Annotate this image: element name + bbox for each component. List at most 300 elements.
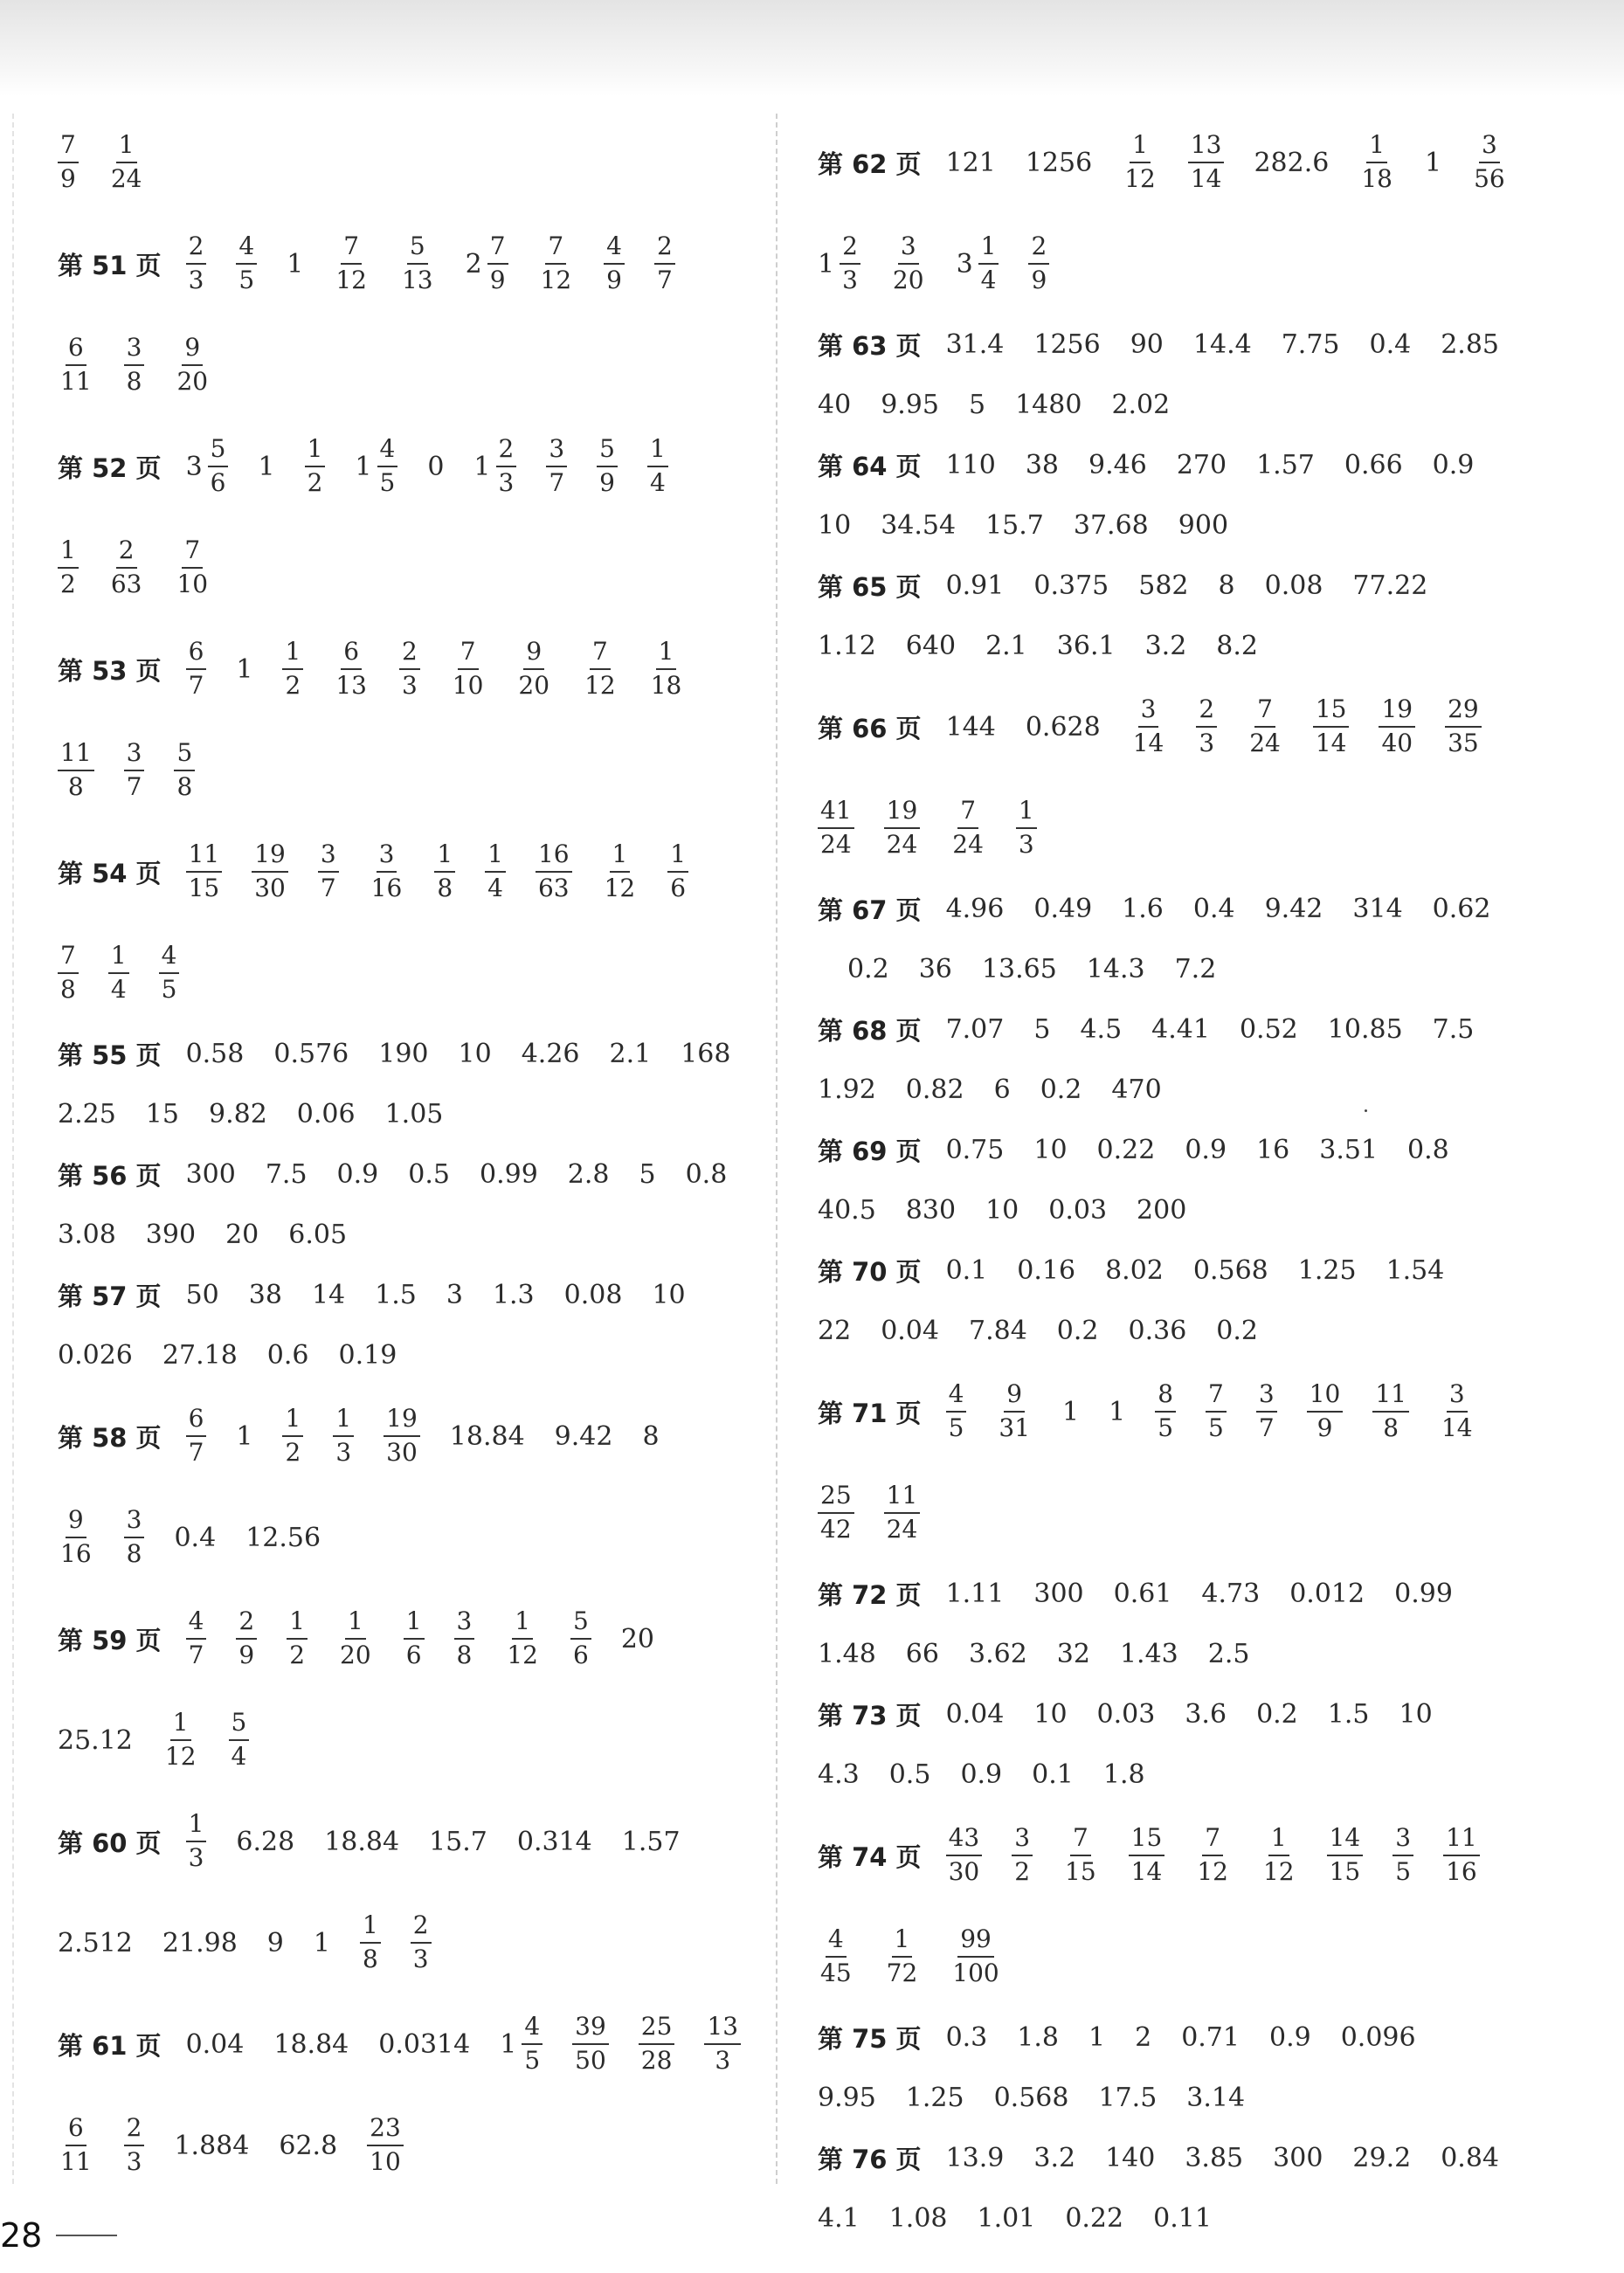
answer-line (818, 2068, 1534, 2128)
answer-item: 0.49 (1033, 894, 1093, 924)
answer-item: 1.57 (1256, 450, 1315, 480)
page-label: 第 58 页 (58, 1422, 162, 1453)
answer-items (818, 1074, 1192, 1105)
numerator: 1 (1366, 132, 1387, 163)
answer-item: 0.04 (945, 1699, 1005, 1730)
answer-line (818, 556, 1534, 616)
answer-line (58, 821, 757, 922)
answer-item: 314 (1352, 894, 1403, 924)
numerator: 5 (229, 1710, 250, 1741)
fraction (282, 639, 303, 700)
answer-items (186, 1811, 710, 1872)
answer-item: 12.56 (245, 1522, 321, 1553)
numerator: 13 (704, 2014, 741, 2045)
fraction (1358, 132, 1395, 193)
answer-item: 2 (1135, 2022, 1152, 2053)
answer-item (411, 1912, 432, 1973)
fraction (1445, 696, 1482, 757)
answer-item (186, 1406, 207, 1467)
page-label: 第 70 页 (818, 1257, 922, 1287)
answer-item: 7.5 (265, 1159, 308, 1190)
answer-item: 14.4 (1192, 329, 1252, 360)
answer-item: 2.512 (58, 1927, 133, 1959)
answer-item (58, 1507, 94, 1568)
numerator: 2 (116, 537, 137, 569)
answer-item: 640 (905, 631, 957, 661)
fraction (162, 1710, 199, 1771)
answer-item (950, 1926, 1001, 1987)
fraction (946, 1381, 967, 1442)
numerator: 1 (287, 1608, 308, 1640)
denominator: 20 (892, 266, 924, 294)
answer-items (818, 2083, 1275, 2113)
answer-item: 2.1 (609, 1039, 652, 1069)
numerator: 7 (182, 537, 203, 569)
answer-item (58, 740, 94, 801)
answer-items (818, 1639, 1279, 1669)
answer-item: 15.7 (429, 1826, 487, 1857)
answer-item (399, 233, 436, 294)
fraction (377, 436, 398, 497)
denominator: 15 (1329, 1857, 1361, 1886)
numerator: 9 (1004, 1381, 1025, 1413)
answer-line (58, 1487, 757, 1588)
page-label: 第 75 页 (818, 2024, 922, 2054)
answer-item (58, 537, 79, 598)
fraction (1122, 132, 1158, 193)
numerator: 3 (1256, 1381, 1277, 1413)
denominator: 7 (126, 772, 142, 801)
denominator: 12 (164, 1742, 197, 1771)
answer-item: 1 (1425, 147, 1442, 178)
fraction (538, 233, 575, 294)
denominator: 28 (640, 2046, 673, 2075)
answer-item: 18.84 (273, 2028, 349, 2060)
answer-items (58, 335, 240, 396)
answer-item (186, 1608, 207, 1669)
answer-item (485, 841, 506, 902)
answer-item (597, 436, 618, 497)
fraction (305, 436, 326, 497)
fraction (369, 841, 405, 902)
numerator: 1 (404, 1608, 425, 1640)
numerator: 3 (377, 841, 397, 873)
answer-item: 8 (1218, 570, 1235, 601)
answer-line (818, 939, 1534, 999)
numerator: 2 (399, 639, 420, 670)
answer-item: 0.2 (847, 954, 889, 985)
numerator: 1 (333, 1406, 354, 1437)
mixed-number (466, 233, 508, 294)
fraction (108, 132, 145, 193)
denominator: 2 (285, 671, 301, 700)
numerator: 4 (604, 233, 625, 265)
numerator: 5 (597, 436, 618, 467)
answer-item: 9.82 (208, 1099, 267, 1130)
answer-item: 50 (185, 1280, 219, 1310)
answer-items (946, 329, 1529, 360)
fraction (333, 639, 370, 700)
answer-item: 1.5 (1327, 1699, 1370, 1730)
answer-item (434, 841, 455, 902)
answer-item (1443, 1825, 1480, 1886)
fraction (884, 798, 921, 859)
denominator: 35 (1448, 729, 1479, 757)
numerator: 99 (957, 1926, 994, 1958)
denominator: 16 (60, 1539, 92, 1568)
answer-item (1327, 1825, 1364, 1886)
fraction (186, 233, 207, 294)
fraction (546, 436, 567, 497)
answer-items (186, 436, 698, 497)
page-label: 第 66 页 (818, 713, 922, 743)
answer-item: 1.05 (384, 1099, 444, 1130)
page-label: 第 57 页 (58, 1282, 162, 1311)
denominator: 14 (1130, 1857, 1163, 1886)
answer-item: 0.2 (1040, 1074, 1082, 1105)
fraction (186, 1406, 207, 1467)
denominator: 11 (60, 2147, 92, 2176)
answer-item: 9 (266, 1927, 284, 1959)
numerator: 15 (1313, 696, 1350, 728)
answer-item (1012, 1825, 1033, 1886)
denominator: 20 (518, 671, 550, 700)
numerator: 1 (978, 233, 999, 265)
fraction (1372, 1381, 1409, 1442)
answer-item: 3.08 (58, 1219, 116, 1250)
fraction (582, 639, 619, 700)
page-label: 第 52 页 (58, 453, 162, 483)
answer-line (58, 1325, 757, 1385)
answer-item: 7.07 (945, 1014, 1005, 1045)
page-label: 第 53 页 (58, 655, 162, 686)
answer-item: 10 (1033, 1699, 1068, 1730)
denominator: 12 (507, 1641, 538, 1669)
answer-item: 3 (446, 1280, 463, 1310)
numerator: 7 (458, 639, 479, 670)
fraction (572, 2014, 609, 2075)
answer-items (58, 132, 174, 193)
answer-line (58, 1084, 757, 1144)
answer-item (515, 639, 552, 700)
denominator: 20 (340, 1641, 371, 1669)
answer-item: 200 (1137, 1195, 1187, 1226)
answer-item (236, 1608, 257, 1669)
numerator: 1 (282, 639, 303, 670)
answer-item: 8 (642, 1420, 660, 1452)
numerator: 10 (1307, 1381, 1344, 1413)
answer-item: 2.85 (1441, 329, 1500, 360)
numerator: 2 (1196, 696, 1217, 728)
numerator: 4 (377, 436, 398, 467)
answer-item (58, 943, 79, 1004)
denominator: 16 (370, 874, 403, 902)
numerator: 4 (946, 1381, 967, 1413)
denominator: 8 (437, 874, 453, 902)
answer-line (58, 1205, 757, 1265)
answer-line (818, 1624, 1534, 1684)
answer-item (648, 639, 685, 700)
denominator: 3 (401, 671, 418, 700)
answer-item (1445, 696, 1482, 757)
answer-item: 2.8 (567, 1159, 610, 1190)
answer-item: 1 (236, 1420, 253, 1452)
answer-line (818, 375, 1534, 435)
answer-item: 0.4 (1369, 329, 1412, 360)
answer-item (186, 436, 229, 497)
answer-item (538, 233, 575, 294)
answer-item: 8.02 (1105, 1255, 1164, 1286)
denominator: 5 (238, 266, 255, 294)
answer-items (58, 1340, 426, 1371)
answer-item: 1.3 (492, 1280, 535, 1310)
answer-item: 0.628 (1025, 711, 1101, 743)
answer-item: 0.61 (1113, 1579, 1172, 1609)
denominator: 63 (537, 874, 570, 902)
answer-items (186, 1280, 715, 1310)
answer-item: 31.4 (945, 329, 1005, 360)
answer-item: 0.2 (1056, 1316, 1099, 1346)
denominator: 10 (176, 570, 209, 598)
answer-item: 3.6 (1185, 1699, 1227, 1730)
numerator: 9 (66, 1507, 86, 1538)
answer-item: 2.1 (985, 631, 1027, 661)
answer-item: 0.096 (1340, 2022, 1416, 2053)
answer-item (572, 2014, 609, 2075)
answer-line (58, 1265, 757, 1325)
answer-item (1358, 132, 1395, 193)
denominator: 3 (842, 266, 858, 294)
denominator: 8 (362, 1945, 378, 1973)
numerator: 7 (487, 233, 508, 265)
numerator: 1 (305, 436, 326, 467)
answer-item (162, 1710, 199, 1771)
fraction (890, 233, 927, 294)
answer-item (333, 233, 370, 294)
numerator: 6 (186, 639, 207, 670)
answer-item (818, 233, 860, 294)
page-label: 第 54 页 (58, 858, 162, 888)
answer-line (818, 1462, 1534, 1564)
answer-line (58, 1892, 757, 1993)
fraction (1130, 696, 1167, 757)
answer-items (946, 1579, 1482, 1609)
answer-item: 0.5 (888, 1759, 931, 1790)
answer-item (950, 798, 986, 859)
answer-item: 300 (185, 1159, 236, 1190)
answer-item: 0.375 (1033, 570, 1109, 601)
answer-items (58, 1710, 279, 1771)
fraction (360, 1912, 381, 1973)
answer-item (504, 1608, 541, 1669)
numerator: 6 (341, 639, 362, 670)
numerator: 1 (1268, 1825, 1289, 1856)
numerator: 2 (654, 233, 675, 265)
answer-line (818, 777, 1534, 879)
answer-item (1307, 1381, 1344, 1442)
answer-item: 0.22 (1065, 2203, 1124, 2234)
denominator: 9 (238, 1641, 255, 1669)
answer-line (818, 1060, 1534, 1120)
answer-item: 0.16 (1017, 1255, 1076, 1286)
denominator: 5 (1395, 1857, 1412, 1886)
numerator: 11 (884, 1482, 921, 1514)
denominator: 8 (176, 772, 193, 801)
answer-item: 300 (1273, 2143, 1323, 2173)
numerator: 3 (546, 436, 567, 467)
numerator: 9 (523, 639, 544, 670)
answer-item: 140 (1105, 2143, 1156, 2173)
fraction (1206, 1381, 1227, 1442)
answer-item: 0.4 (174, 1522, 217, 1553)
fraction (1307, 1381, 1344, 1442)
answer-line (58, 416, 757, 517)
answer-item: 10 (985, 1195, 1019, 1226)
denominator: 42 (820, 1515, 852, 1544)
denominator: 7 (1258, 1413, 1275, 1442)
denominator: 12 (584, 671, 616, 700)
fraction (236, 1608, 257, 1669)
answer-item: 1 (1062, 1396, 1080, 1427)
answer-items (946, 1381, 1505, 1442)
answer-line (818, 879, 1534, 939)
denominator: 12 (540, 266, 572, 294)
answer-item: 0.82 (905, 1074, 964, 1105)
answer-items (818, 390, 1199, 420)
answer-items (818, 1316, 1288, 1346)
answer-item: 3.2 (1033, 2143, 1076, 2173)
numerator: 3 (1138, 696, 1159, 728)
answer-item: 0.2 (1216, 1316, 1259, 1346)
answer-items (946, 894, 1521, 924)
answer-line (818, 2007, 1534, 2068)
denominator: 8 (60, 975, 76, 1004)
fraction (1247, 696, 1283, 757)
answer-item: 0.8 (1407, 1135, 1449, 1165)
whole-part: 1 (473, 451, 491, 482)
fraction (487, 233, 508, 294)
answer-item: 0.99 (479, 1159, 538, 1190)
numerator: 1 (512, 1608, 533, 1640)
answer-items (58, 1099, 473, 1130)
answer-item: 0.576 (273, 1039, 349, 1069)
answer-item (305, 436, 326, 497)
answer-item (186, 233, 207, 294)
denominator: 12 (1124, 164, 1156, 193)
numerator: 1 (1016, 798, 1037, 829)
answer-item: 7.84 (968, 1316, 1027, 1346)
answer-item: 1.25 (1297, 1255, 1357, 1286)
fraction (950, 798, 986, 859)
answer-item: 0.0314 (378, 2028, 471, 2060)
answer-item (570, 1608, 591, 1669)
answer-item (1313, 696, 1350, 757)
denominator: 13 (401, 266, 433, 294)
whole-part: 1 (355, 451, 372, 482)
fraction (1443, 1825, 1480, 1886)
fraction (159, 943, 180, 1004)
answer-item (108, 132, 145, 193)
answer-item: 40.5 (818, 1195, 876, 1226)
answer-items (946, 570, 1458, 601)
numerator: 1 (345, 1608, 366, 1640)
answer-item: 0.314 (516, 1826, 592, 1857)
answer-items (818, 1926, 1032, 1987)
answer-item: 1.54 (1386, 1255, 1445, 1286)
fraction (337, 1608, 374, 1669)
answer-items (186, 1159, 757, 1190)
fraction (124, 740, 145, 801)
answer-item: 582 (1138, 570, 1189, 601)
fraction (1016, 798, 1037, 859)
numerator: 1 (282, 1406, 303, 1437)
denominator: 7 (549, 468, 565, 497)
answer-item (1379, 696, 1415, 757)
fraction (1196, 696, 1217, 757)
answer-item: 6.28 (236, 1826, 295, 1857)
denominator: 5 (1158, 1413, 1174, 1442)
answer-item (124, 335, 145, 396)
numerator: 1 (116, 132, 137, 163)
page-label: 第 65 页 (818, 572, 922, 602)
denominator: 3 (1018, 830, 1034, 859)
numerator: 7 (341, 233, 362, 265)
answer-line (818, 1906, 1534, 2007)
fraction (384, 1406, 420, 1467)
numerator: 29 (1445, 696, 1482, 728)
denominator: 7 (320, 874, 336, 902)
denominator: 5 (524, 2046, 541, 2075)
numerator: 9 (182, 335, 203, 366)
denominator: 24 (1249, 729, 1281, 757)
whole-part: 1 (818, 248, 835, 280)
answer-item: 40 (818, 390, 852, 420)
denominator: 31 (999, 1413, 1031, 1442)
answer-item (384, 1406, 420, 1467)
answer-item: 270 (1176, 450, 1227, 480)
answer-item: 18.84 (324, 1826, 400, 1857)
answer-item: 2.25 (58, 1099, 116, 1130)
numerator: 5 (407, 233, 428, 265)
denominator: 15 (1065, 1857, 1096, 1886)
answer-item: 10 (1033, 1135, 1068, 1165)
denominator: 3 (126, 2147, 142, 2176)
answer-line (818, 1805, 1534, 1906)
page-label: 第 73 页 (818, 1701, 922, 1731)
answer-item (1155, 1381, 1176, 1442)
numerator: 2 (411, 1912, 432, 1944)
answer-item (818, 1482, 854, 1544)
answer-item (454, 1608, 475, 1669)
answer-item: 10 (1399, 1699, 1433, 1730)
denominator: 13 (335, 671, 367, 700)
answer-item: 1.6 (1122, 894, 1164, 924)
answer-item: 0.026 (58, 1340, 133, 1371)
denominator: 3 (412, 1945, 429, 1973)
numerator: 3 (124, 335, 145, 366)
answer-item: 3.2 (1144, 631, 1187, 661)
answer-item: 830 (905, 1195, 957, 1226)
denominator: 3 (715, 2046, 731, 2075)
answer-item: 1.48 (818, 1639, 876, 1669)
numerator: 7 (957, 798, 978, 829)
answer-item: 1.5 (375, 1280, 417, 1310)
answer-item (1372, 1381, 1409, 1442)
answer-item: 0.9 (960, 1759, 1003, 1790)
page-label: 第 63 页 (818, 331, 922, 361)
answer-item: 38 (248, 1280, 282, 1310)
answer-item (333, 639, 370, 700)
